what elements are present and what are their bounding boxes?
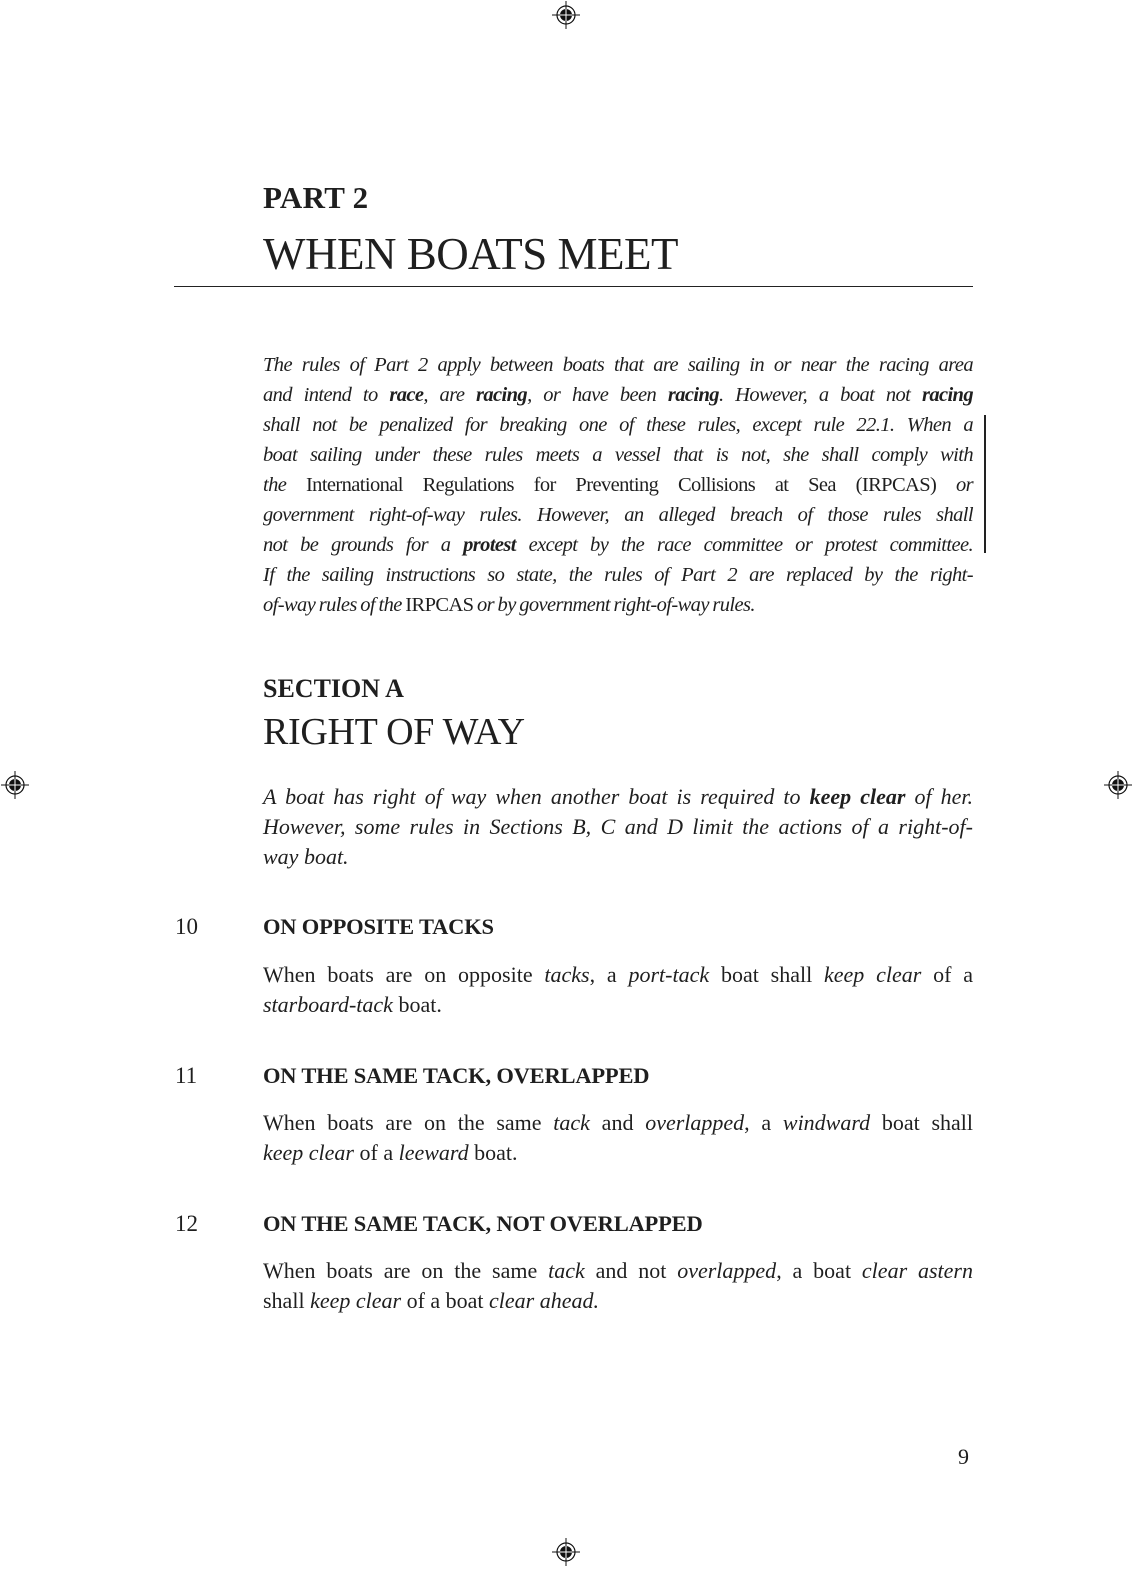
text-run: When boats are on opposite [263,962,545,987]
text-line [263,1138,973,1168]
defined-term: racing [475,384,528,406]
text-run: IRPCAS [405,594,474,616]
text-line [263,782,973,812]
text-run: keep clear [310,1288,402,1313]
text-run: clear ahead. [489,1288,599,1313]
text-run: windward [782,1110,871,1135]
text-run: boat sailing under these rules meets a vessel that is not, she shall comply with [263,444,973,466]
rule-body [263,960,973,1020]
registration-mark-icon [0,770,30,800]
text-line [263,380,973,410]
text-run: keep clear [824,962,922,987]
text-run: of a boat [401,1288,490,1313]
text-run: overlapped [677,1258,777,1283]
text-run: or by government right-of-way rules. [473,594,755,616]
text-line [263,1108,973,1138]
defined-term: keep clear [809,784,906,809]
text-run: way boat. [263,844,349,869]
page-number: 9 [958,1444,969,1469]
text-run: or [936,474,973,496]
text-run: , a boat [776,1258,862,1283]
text-run: leeward [398,1140,469,1165]
text-line [263,590,973,620]
text-run: . However, a boat not [718,384,922,406]
text-run: When boats are on the same [263,1110,554,1135]
rule-heading: ON THE SAME TACK, NOT OVERLAPPED [263,1211,703,1236]
text-line [263,842,973,872]
text-run: not be grounds for a [263,534,464,556]
text-run: , a [744,1110,783,1135]
text-line [263,1256,973,1286]
text-run: If the sailing instructions so state, the rules of Part 2 are replaced by the right- [263,564,973,586]
text-line [263,350,973,380]
rule-number: 10 [175,914,198,939]
text-run: of-way rules of the [263,594,406,616]
text-line [263,560,973,590]
text-run: boat shall [870,1110,974,1135]
text-line [263,470,973,500]
text-line [263,410,973,440]
text-run: keep clear [263,1140,354,1165]
text-line [263,1286,973,1316]
text-line [263,440,973,470]
defined-term: race [389,384,424,406]
text-run: government right-of-way rules. However, an alleged breach of those rules shall [263,504,973,526]
text-run: and intend to [263,384,390,406]
text-line [263,990,973,1020]
section-title: RIGHT OF WAY [263,711,525,753]
part-label: PART 2 [263,180,369,215]
registration-mark-icon [551,1537,581,1567]
rule-heading: ON OPPOSITE TACKS [263,914,494,939]
text-run: of a [921,962,974,987]
text-run: tack [548,1258,585,1283]
text-run: A boat has right of way when another boat is required to [263,784,810,809]
section-paragraph [263,782,973,872]
section-label: SECTION A [263,674,404,703]
defined-term: racing [667,384,719,406]
text-run: port-tack [628,962,710,987]
rule-number: 12 [175,1211,198,1236]
text-run: shall not be penalized for breaking one of these rules, except rule 22.1. When a [263,414,973,436]
text-run: , are [423,384,476,406]
text-line [263,812,973,842]
text-run: except by the race committee or protest committee. [515,534,973,556]
rule-heading: ON THE SAME TACK, OVERLAPPED [263,1063,650,1088]
text-run: of a [354,1140,399,1165]
part-title: WHEN BOATS MEET [263,229,678,279]
text-run: tack [553,1110,590,1135]
text-line [263,960,973,990]
rule-body [263,1256,973,1316]
text-run: the [263,474,306,496]
text-run: clear astern [861,1258,973,1283]
text-run: shall [263,1288,311,1313]
change-bar [984,415,986,553]
text-run: and [589,1110,646,1135]
text-run: boat. [392,992,442,1017]
text-run: tacks [544,962,590,987]
defined-term: racing [921,384,974,406]
text-run: overlapped [645,1110,745,1135]
registration-mark-icon [551,0,581,30]
heading-divider [174,286,973,287]
intro-paragraph [263,350,973,620]
text-run: , or have been [527,384,668,406]
text-run: When boats are on the same [263,1258,549,1283]
rule-body [263,1108,973,1168]
registration-mark-icon [1103,770,1133,800]
text-run: The rules of Part 2 apply between boats that are sailing in or near the racing area [263,354,973,376]
text-run: However, some rules in Sections B, C and D limit the actions of a right-of- [263,814,973,839]
text-run: International Regulations for Preventing Collisions at Sea (IRPCAS) [305,474,937,496]
text-run: starboard-tack [263,992,393,1017]
text-run: , a [589,962,629,987]
defined-term: protest [463,534,516,556]
text-line [263,500,973,530]
rule-number: 11 [175,1063,198,1088]
text-line [263,530,973,560]
text-run: of her. [905,784,974,809]
text-run: boat. [468,1140,518,1165]
text-run: and not [584,1258,678,1283]
text-run: boat shall [709,962,824,987]
